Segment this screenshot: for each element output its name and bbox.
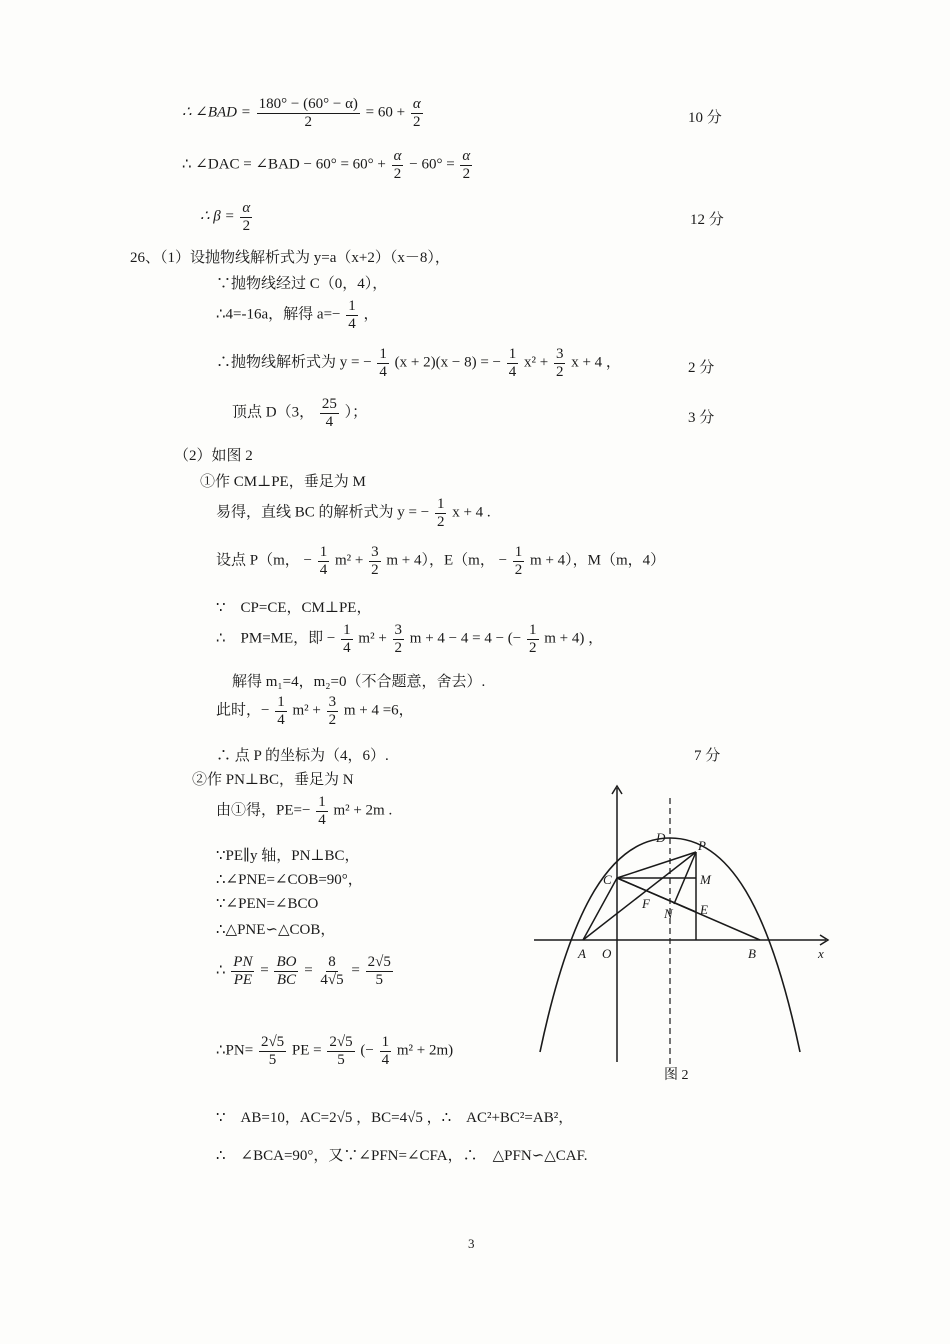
fraction: $\frac{1}{4}$ xyxy=(319,544,328,578)
case-1-heading: ①作 CM⊥PE，垂足为 M xyxy=(200,474,366,490)
case-2-heading: ②作 PN⊥BC，垂足为 N xyxy=(192,772,354,788)
line-cp-ce: ∵ CP=CE，CM⊥PE， xyxy=(216,600,372,616)
line-set-points: 设点 P（m， − $\frac{1}{4}$ m² + $\frac{3}{2}$ m + 4），E（m， − $\frac{1}{2}$ m + 4），M（m，4） xyxy=(216,544,666,578)
fraction: $\frac{2√5}{5}$ xyxy=(260,1034,285,1068)
fraction: $\frac{1}{4}$ xyxy=(508,346,517,380)
line-ratio: ∴ $\frac{PN}{PE}$ = $\frac{BO}{BC}$ = $\frac{8}{4√5}$ = $\frac{2√5}{5}$ xyxy=(216,954,391,988)
line-similar-triangles: ∴△PNE∽△COB， xyxy=(216,922,336,938)
score-7: 7 分 xyxy=(694,748,721,764)
line-solve-a: ∴4=-16a，解得 a=− $\frac{1}{4}$ ， xyxy=(216,298,379,332)
score-3: 3 分 xyxy=(688,410,715,426)
label-o: O xyxy=(602,946,612,961)
line-through-c: ∵抛物线经过 C（0，4）， xyxy=(216,276,388,292)
part-2-heading: （2）如图 2 xyxy=(174,448,253,464)
line-beta: ∴ β = $\frac{\alpha}{2}$ xyxy=(200,200,251,234)
fraction: $\frac{180^\circ - (60^\circ - \alpha)}{2}$ xyxy=(258,96,358,130)
label-x: x xyxy=(818,946,824,961)
segment-ap xyxy=(583,852,696,940)
fraction: $\frac{3}{2}$ xyxy=(371,544,379,578)
fraction: $\frac{8}{4√5}$ xyxy=(320,954,344,988)
fraction: $\frac{PN}{PE}$ xyxy=(233,954,253,988)
line-bc-equation: 易得，直线 BC 的解析式为 y = − $\frac{1}{2}$ x + 4 . xyxy=(216,496,491,530)
label-c: C xyxy=(603,872,612,887)
fraction: $\frac{1}{4}$ xyxy=(348,298,356,332)
fraction: $\frac{BO}{BC}$ xyxy=(276,954,297,988)
fraction: $\frac{2√5}{5}$ xyxy=(367,954,391,988)
line-pe-expression: 由①得，PE=− $\frac{1}{4}$ m² + 2m . xyxy=(216,794,393,828)
line-angle-pne: ∴∠PNE=∠COB=90°， xyxy=(216,872,363,888)
label-n: N xyxy=(664,906,673,921)
segment-ca xyxy=(583,878,617,940)
fraction: $\frac{1}{2}$ xyxy=(436,496,445,530)
line-pe-parallel: ∵PE∥y 轴，PN⊥BC， xyxy=(216,848,360,864)
label-e: E xyxy=(700,902,708,917)
fraction: $\frac{3}{2}$ xyxy=(328,694,337,728)
segment-cp xyxy=(617,852,696,878)
fraction: $\frac{3}{2}$ xyxy=(555,346,564,380)
fraction: $\frac{1}{4}$ xyxy=(381,1034,390,1068)
score-2: 2 分 xyxy=(688,360,715,376)
label-f: F xyxy=(642,896,650,911)
line-parabola-formula: ∴抛物线解析式为 y = − $\frac{1}{4}$ (x + 2)(x − 8) = − $\frac{1}{4}$ x² + $\frac{3}{2}$ x + 4 ， xyxy=(216,346,621,380)
fraction: $\frac{1}{4}$ xyxy=(318,794,326,828)
fraction: $\frac{1}{2}$ xyxy=(514,544,523,578)
page-number: 3 xyxy=(468,1236,475,1251)
fraction: $\frac{\alpha}{2}$ xyxy=(412,96,421,130)
fraction: $\frac{1}{4}$ xyxy=(343,622,351,656)
fraction: $\frac{2√5}{5}$ xyxy=(329,1034,353,1068)
fraction: $\frac{\alpha}{2}$ xyxy=(462,148,471,182)
fraction: $\frac{1}{4}$ xyxy=(379,346,387,380)
line-angle-dac: ∴ ∠DAC = ∠BAD − 60° = 60° + $\frac{\alpha}{2}$ − 60° = $\frac{\alpha}{2}$ xyxy=(182,148,471,182)
line-side-lengths: ∵ AB=10，AC=2√5 ，BC=4√5 ，∴ AC²+BC²=AB²， xyxy=(216,1110,574,1126)
line-right-angle-bca: ∴ ∠BCA=90°，又∵∠PFN=∠CFA，∴ △PFN∽△CAF. xyxy=(216,1148,588,1164)
fraction: $\frac{1}{4}$ xyxy=(277,694,285,728)
fraction: $\frac{3}{2}$ xyxy=(394,622,403,656)
line-pm-me: ∴ PM=ME，即 − $\frac{1}{4}$ m² + $\frac{3}{2}$ m + 4 − 4 = 4 − (− $\frac{1}{2}$ m + 4) ， xyxy=(216,622,604,656)
line-angle-bad: ∴ ∠BAD = $\frac{180^\circ - (60^\circ - \alpha)}{2}$ = 60 + $\frac{\alpha}{2}$ xyxy=(182,96,421,130)
fraction: $\frac{\alpha}{2}$ xyxy=(393,148,402,182)
line-vertex-d: 顶点 D（3， $\frac{25}{4}$ ）； xyxy=(232,396,368,430)
line-at-this-time: 此时，− $\frac{1}{4}$ m² + $\frac{3}{2}$ m + 4 =6， xyxy=(216,694,414,728)
figure-2-diagram xyxy=(530,780,840,1080)
score-12: 12 分 xyxy=(690,212,724,228)
line-solve-m: 解得 m₁=4，m₂=0（不合题意，舍去）. xyxy=(232,674,486,690)
figure-caption: 图 2 xyxy=(664,1068,689,1083)
line-pn-expression: ∴PN= $\frac{2√5}{5}$ PE = $\frac{2√5}{5}$ (− $\frac{1}{4}$ m² + 2m) xyxy=(216,1034,454,1068)
label-m: M xyxy=(700,872,711,887)
label-a: A xyxy=(578,946,586,961)
fraction: $\frac{\alpha}{2}$ xyxy=(242,200,251,234)
label-b: B xyxy=(748,946,756,961)
label-p: P xyxy=(698,838,706,853)
line-angle-pen: ∵∠PEN=∠BCO xyxy=(216,896,319,912)
question-26-part1: 26、（1）设抛物线解析式为 y=a（x+2）（x－8）， xyxy=(130,250,450,266)
fraction: $\frac{1}{2}$ xyxy=(529,622,537,656)
fraction: $\frac{25}{4}$ xyxy=(321,396,337,430)
score-10: 10 分 xyxy=(688,110,722,126)
label-d: D xyxy=(656,830,666,845)
line-point-p-coord: ∴ 点 P 的坐标为（4，6）. xyxy=(216,748,389,764)
